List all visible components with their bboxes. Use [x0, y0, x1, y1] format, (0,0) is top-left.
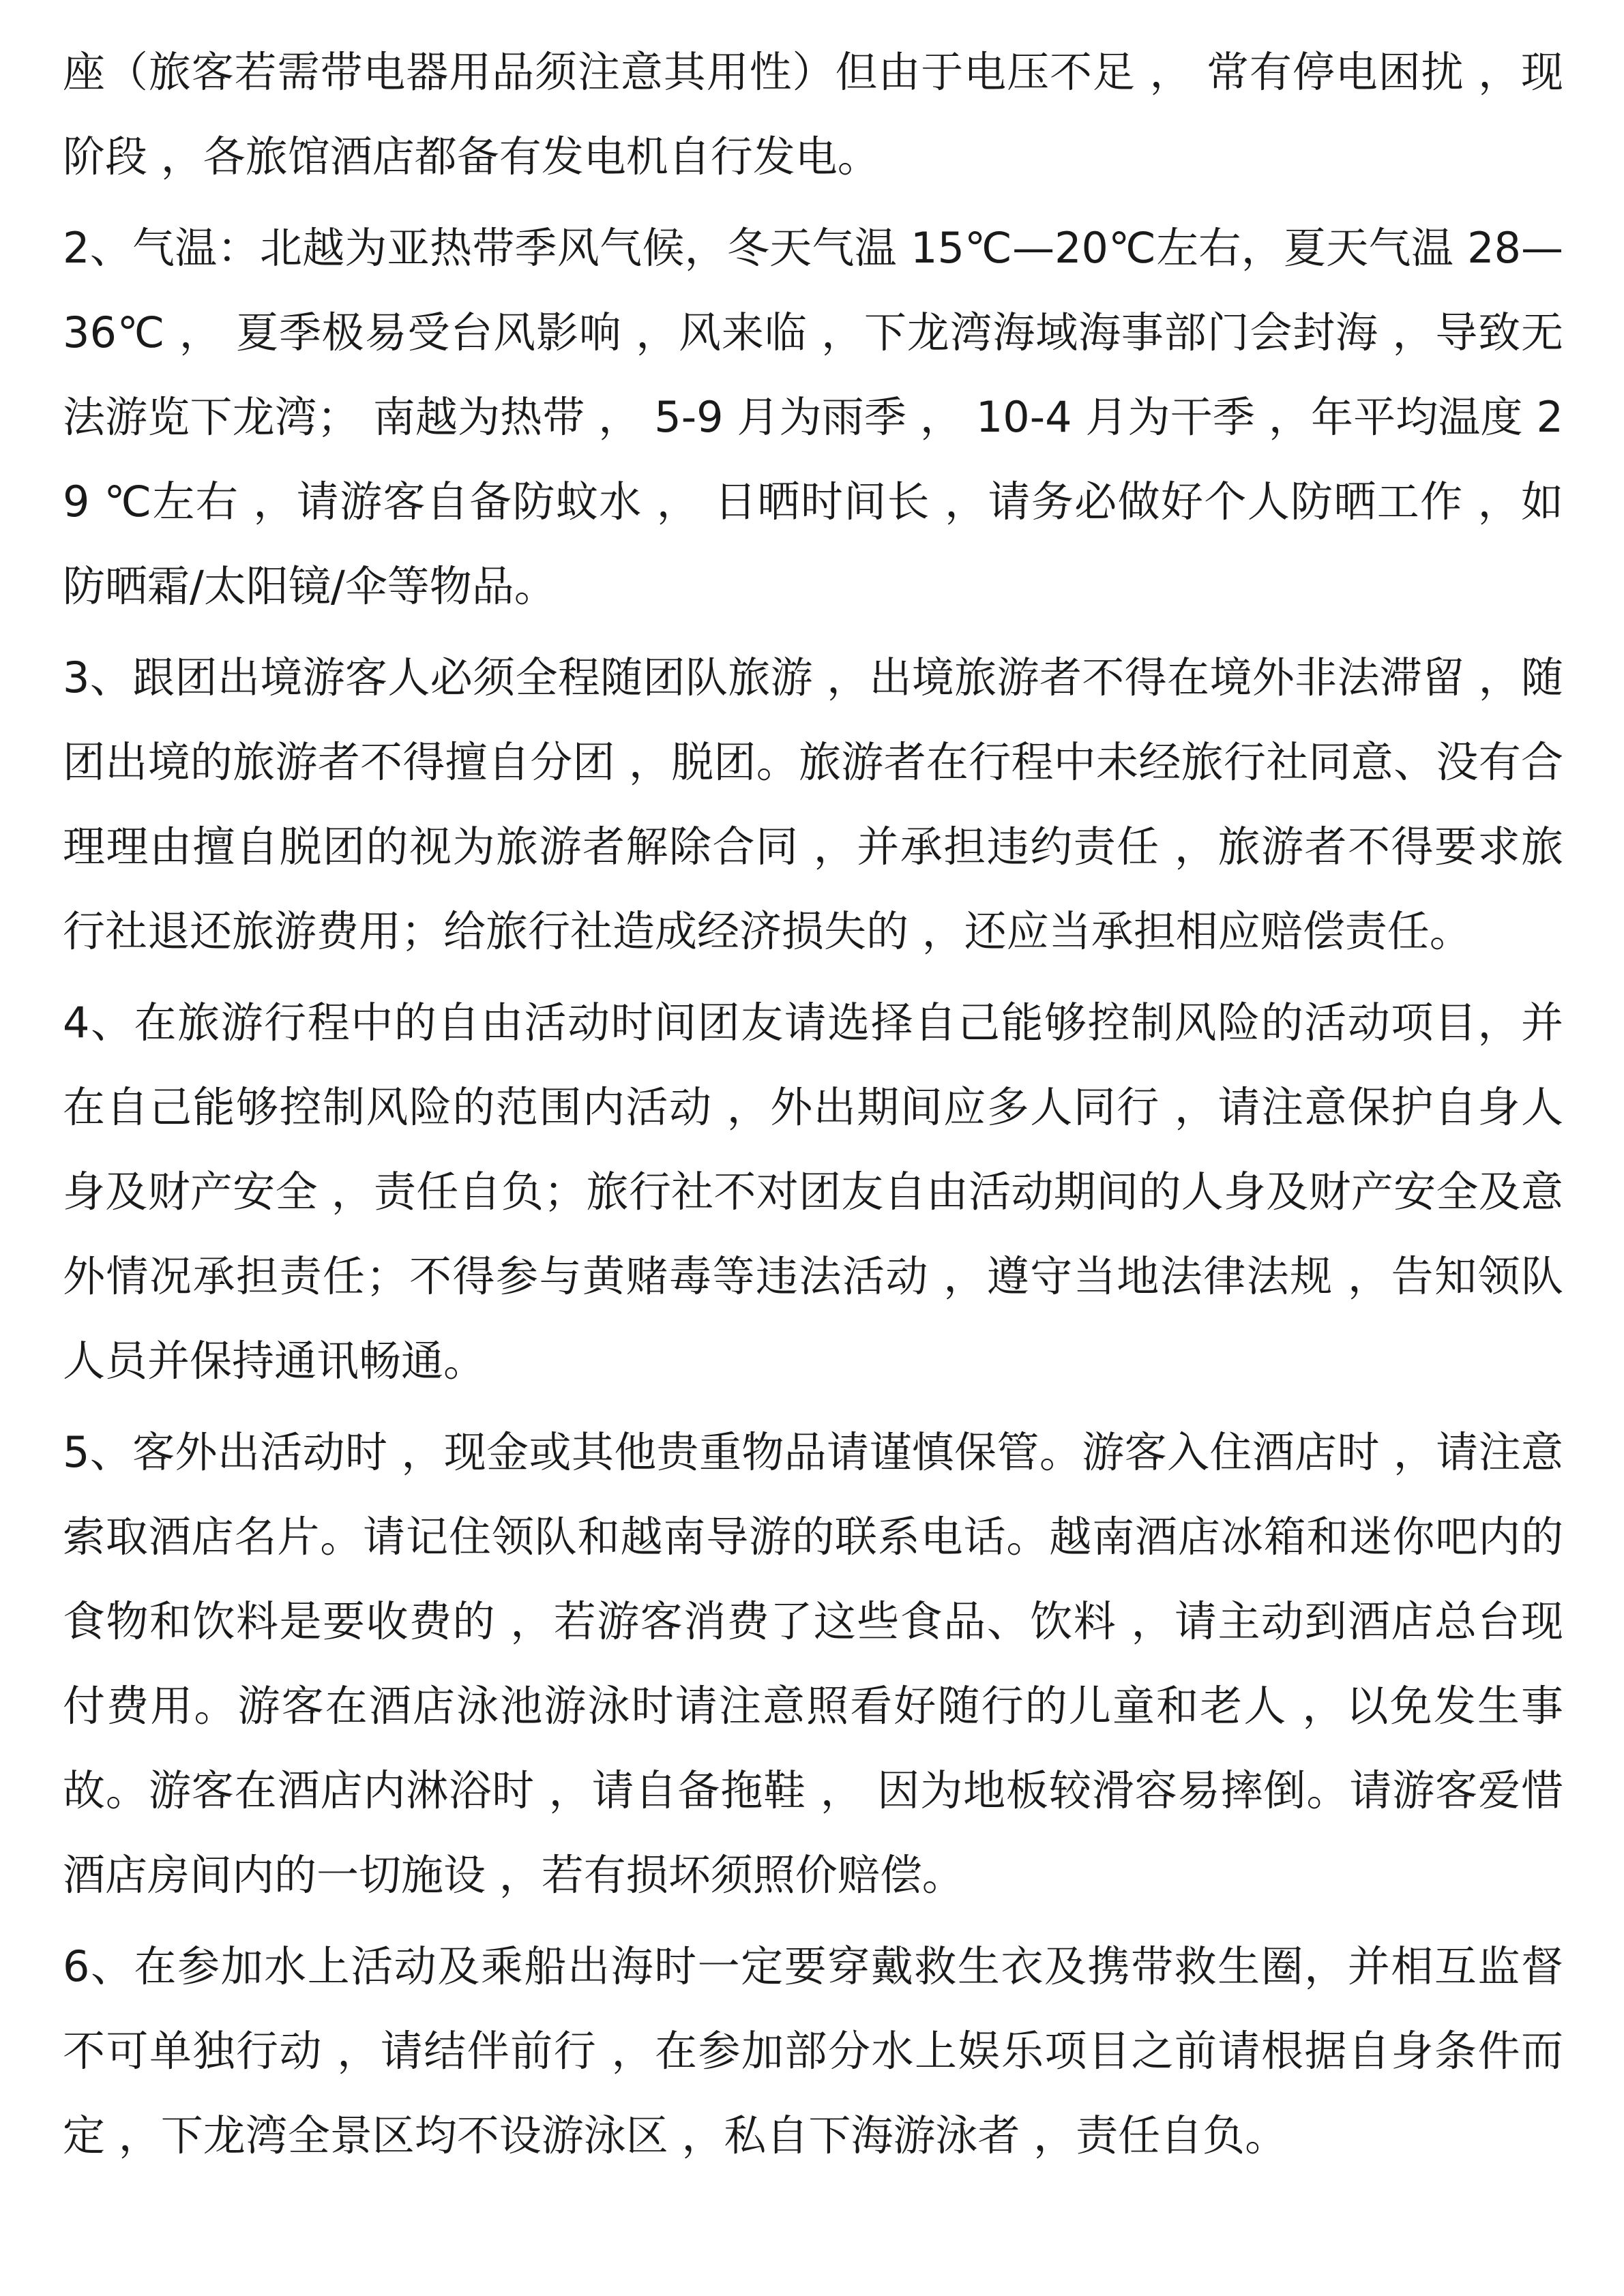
- paragraph-hotel-safety: 5、客外出活动时 ，现金或其他贵重物品请谨慎保管。游客入住酒店时 ，请注意索取酒店名片。请记住领队和越南导游的联系电话。越南酒店冰箱和迷你吧内的食物和饮料是要收费的 ，若游客消费了这些食品、饮料 ，请主动到酒店总台现付费用。游客在酒店泳池游泳时请注意照看好随行的儿童和老人 ，以免发生事故。游客在酒店内淋浴时 ，请自备拖鞋 ， 因为地板较滑容易摔倒。请游客爱惜酒店房间内的一切施设 ，若有损坏须照价赔偿。: [63, 1427, 1563, 1900]
- paragraph-water-activity: 6、在参加水上活动及乘船出海时一定要穿戴救生衣及携带救生圈，并相互监督不可单独行动 ，请结伴前行 ，在参加部分水上娱乐项目之前请根据自身条件而定 ，下龙湾全景区均不设游泳区 ，私自下海游泳者 ，责任自负。: [63, 1941, 1563, 2160]
- document-body: [63, 30, 1563, 2185]
- paragraph-continuation: 座（旅客若需带电器用品须注意其用性）但由于电压不足 ， 常有停电困扰 ，现阶段 ，各旅馆酒店都备有发电机自行发电。: [63, 47, 1563, 181]
- paragraph-temperature: 2、气温：北越为亚热带季风气候，冬天气温 15℃—20℃左右，夏天气温 28—36℃ ， 夏季极易受台风影响 ，风来临 ，下龙湾海域海事部门会封海 ，导致无法游览下龙湾； 南越为热带 ， 5-9 月为雨季 ， 10-4 月为干季 ，年平均温度 2 9 ℃左右 ，请游客自备防蚊水 ， 日晒时间长 ，请务必做好个人防晒工作 ，如防晒霜/太阳镜/伞等物品。: [63, 223, 1563, 611]
- paragraph-free-activity: 4、在旅游行程中的自由活动时间团友请选择自己能够控制风险的活动项目，并在自己能够控制风险的范围内活动 ，外出期间应多人同行 ，请注意保护自身人身及财产安全 ，责任自负；旅行社不对团友自由活动期间的人身及财产安全及意外情况承担责任；不得参与黄赌毒等违法活动 ，遵守当地法律法规 ，告知领队人员并保持通讯畅通。: [63, 998, 1563, 1386]
- paragraph-group-travel: 3、跟团出境游客人必须全程随团队旅游 ，出境旅游者不得在境外非法滞留 ，随团出境的旅游者不得擅自分团 ，脱团。旅游者在行程中未经旅行社同意、没有合理理由擅自脱团的视为旅游者解除合同 ，并承担违约责任 ，旅游者不得要求旅行社退还旅游费用；给旅行社造成经济损失的 ，还应当承担相应赔偿责任。: [63, 653, 1563, 956]
